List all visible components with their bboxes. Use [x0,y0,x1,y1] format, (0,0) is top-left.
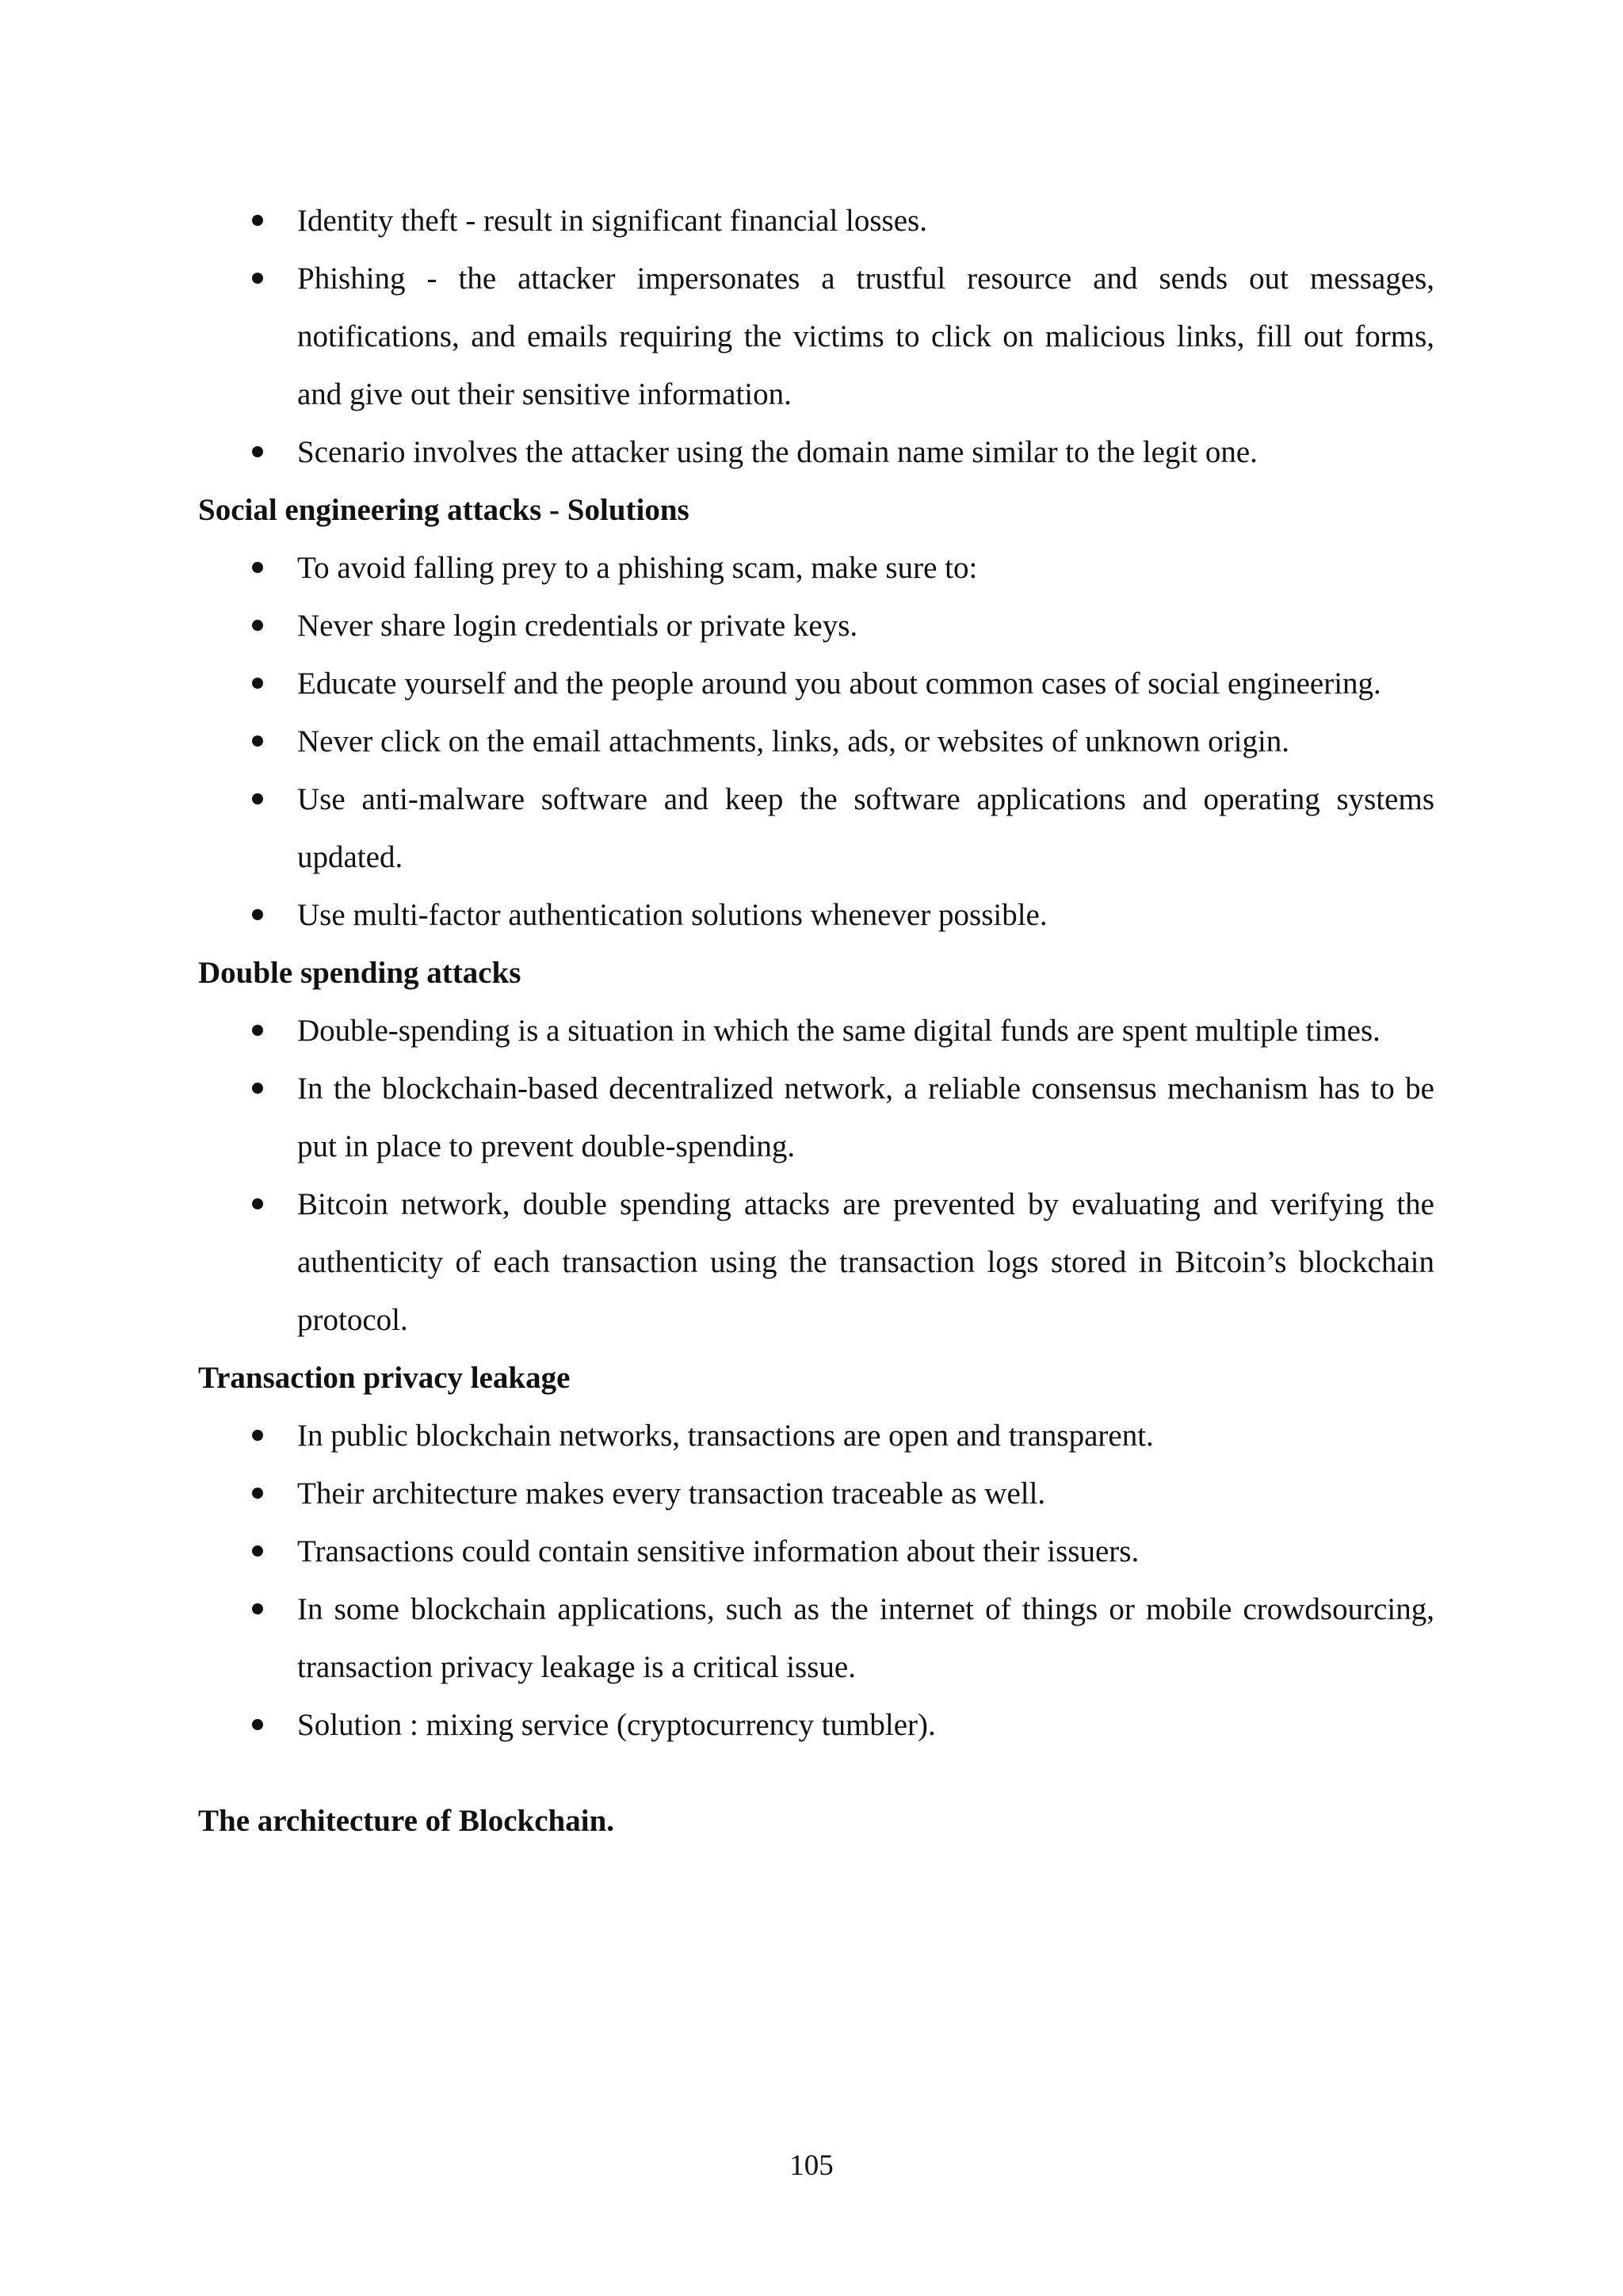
bullet-icon [252,1430,263,1441]
list-item-text: Educate yourself and the people around you about common cases of social engineering. [297,667,1381,701]
bullet-icon [252,793,263,804]
section-heading-architecture: The architecture of Blockchain. [198,1804,615,1838]
section-heading-transaction-privacy: Transaction privacy leakage [198,1361,571,1395]
list-item [198,770,1434,886]
list-item [198,1060,1434,1175]
list-item-text: In public blockchain networks, transactions are open and transparent. [297,1419,1154,1453]
list-item [198,1522,1434,1580]
bullet-icon [252,1083,263,1094]
section-heading-double-spending: Double spending attacks [198,956,521,990]
list-item-text: Transactions could contain sensitive information about their issuers. [297,1534,1140,1568]
bullet-icon [252,735,263,747]
list-item [198,1465,1434,1522]
bullet-icon [252,1198,263,1209]
bullet-icon [252,620,263,631]
bullet-icon [252,215,263,226]
list-item-text: Never click on the email attachments, links, ads, or websites of unknown origin. [297,724,1290,758]
list-item [198,1175,1434,1349]
page-number: 105 [789,2149,834,2182]
list-item-text: Solution : mixing service (cryptocurrency tumbler). [297,1708,936,1742]
bullet-icon [252,1545,263,1557]
list-item-text: In the blockchain-based decentralized network, a reliable consensus mechanism has to be put in place to prevent double-spending. [297,1072,1434,1163]
list-item [198,1696,1434,1754]
list-item [198,1002,1434,1060]
list-item [198,250,1434,423]
list-item [198,539,1434,597]
list-item-text: Never share login credentials or private keys. [297,609,858,643]
bullet-icon [252,562,263,573]
list-item [198,423,1434,481]
bullet-icon [252,1025,263,1036]
bullet-icon [252,1603,263,1614]
bullet-list-transaction-privacy [198,1407,1434,1754]
bullet-icon [252,1719,263,1730]
list-item [198,1580,1434,1696]
list-item [198,192,1434,250]
list-item-text: Bitcoin network, double spending attacks are prevented by evaluating and verifying the authenticity of each transaction using the transaction logs stored in Bitcoin’s blockchain protocol. [297,1187,1434,1337]
list-item [198,712,1434,770]
list-item-text: Use multi-factor authentication solutions whenever possible. [297,898,1048,932]
list-item [198,1407,1434,1465]
page-content [198,192,1434,1850]
bullet-icon [252,446,263,457]
bullet-list-social-engineering-solutions [198,539,1434,944]
list-item [198,886,1434,944]
bullet-list-double-spending [198,1002,1434,1349]
bullet-icon [252,678,263,689]
bullet-icon [252,1488,263,1499]
list-item-text: Scenario involves the attacker using the domain name similar to the legit one. [297,435,1258,469]
list-item [198,655,1434,712]
bullet-icon [252,909,263,920]
list-item-text: Identity theft - result in significant financial losses. [297,204,927,238]
list-item [198,597,1434,655]
list-item-text: In some blockchain applications, such as the internet of things or mobile crowdsourcing, transaction privacy leakage is a critical issue. [297,1592,1434,1684]
list-item-text: Use anti-malware software and keep the software applications and operating systems updated. [297,782,1434,874]
section-spacer [198,1754,1434,1792]
list-item-text: Phishing - the attacker impersonates a trustful resource and sends out messages, notifications, and emails requiring the victims to click on malicious links, fill out forms, and give out their sensitive information. [297,262,1434,411]
list-item-text: Double-spending is a situation in which the same digital funds are spent multiple times. [297,1014,1381,1048]
bullet-list-identity-threats [198,192,1434,481]
bullet-icon [252,273,263,284]
list-item-text: Their architecture makes every transaction traceable as well. [297,1477,1046,1511]
section-heading-social-engineering-solutions: Social engineering attacks - Solutions [198,493,689,527]
list-item-text: To avoid falling prey to a phishing scam, make sure to: [297,551,978,585]
